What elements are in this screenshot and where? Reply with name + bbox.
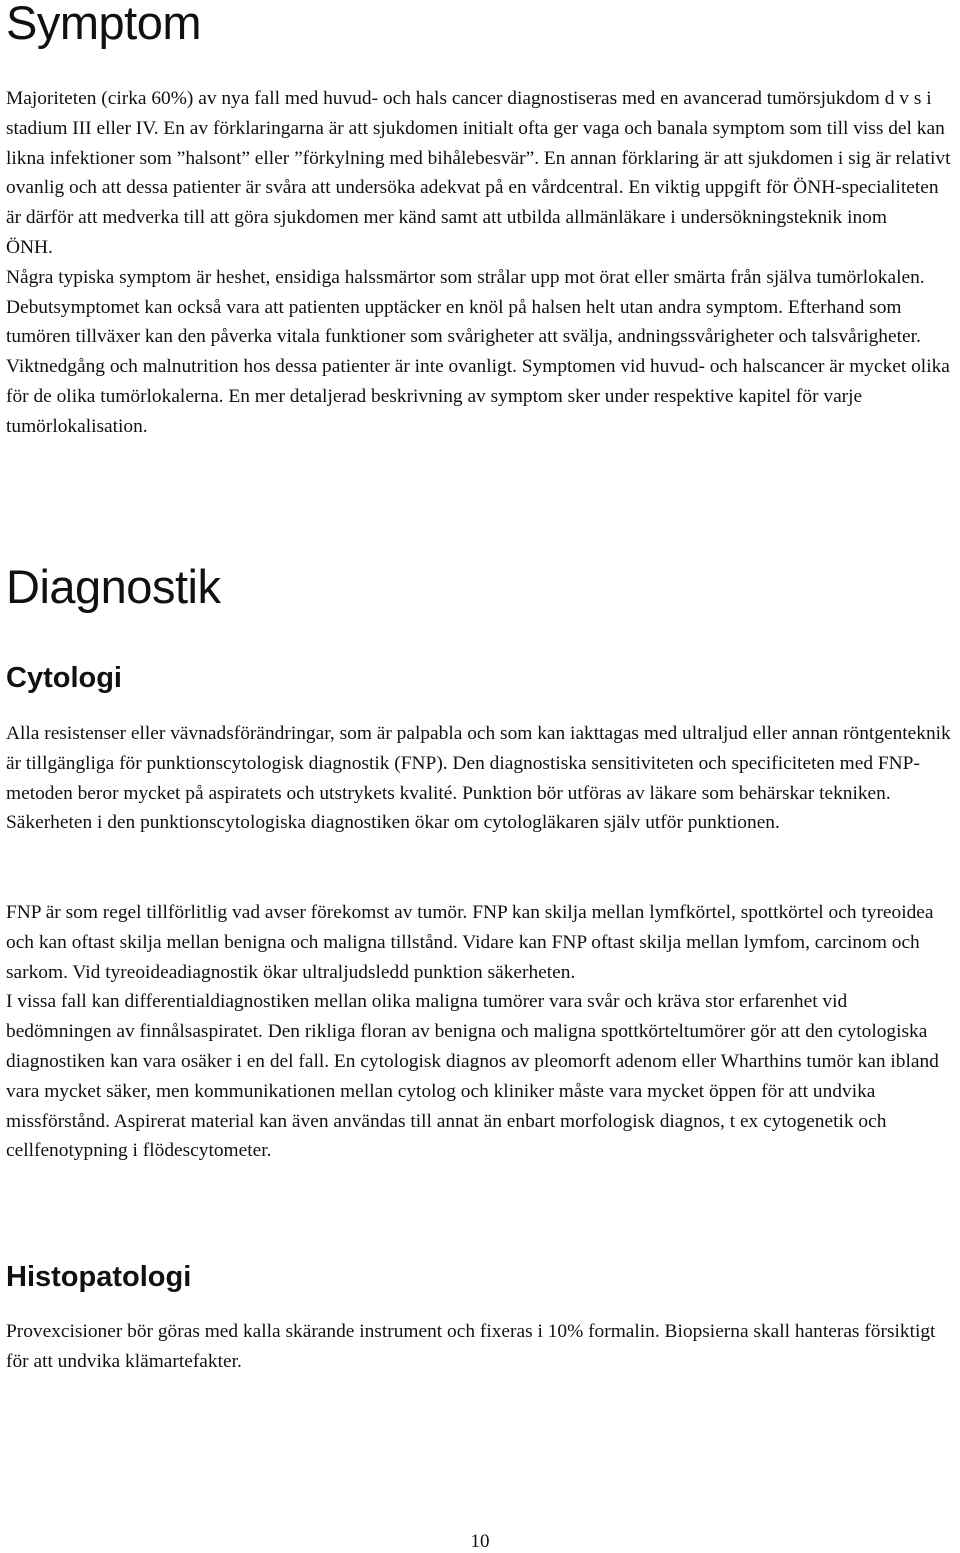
cytologi-text-fnp: FNP är som regel tillförlitlig vad avser förekomst av tumör. FNP kan skilja mellan lymfkörtel, spottkörtel och tyreoidea och kan oftast skilja mellan benigna och maligna tillstånd. Vidare kan FNP oftast skilja mellan lymfom, carcinom och sarkom. Vid tyreoideadiagnostik ökar ultraljudsledd punktion säkerheten. bbox=[6, 902, 934, 983]
paragraph-cytologi-2 bbox=[6, 898, 954, 1166]
paragraph-histopatologi: Provexcisioner bör göras med kalla skärande instrument och fixeras i 10% formalin. Biopsierna skall hanteras försiktigt för att undvika klämartefakter. bbox=[6, 1321, 936, 1372]
heading-diagnostik: Diagnostik bbox=[6, 560, 221, 613]
symptom-text-part-1: Majoriteten (cirka 60%) av nya fall med huvud- och hals cancer diagnostiseras med en avancerad tumörsjukdom d v s i stadium III eller IV. En av förklaringarna är att sjukdomen initialt ofta ger vaga och banala symptom som till viss del kan likna infektioner som ”halsont” eller ”förkylning med bihålebesvär”. En annan förklaring är att sjukdomen i sig är relativt ovanlig och att dessa patienter är svåra att undersöka adekvat på en vårdcentral. En viktig uppgift för ÖNH-specialiteten är därför att medverka till att göra sjukdomen mer känd samt att utbilda allmänläkare i undersökningsteknik inom bbox=[6, 88, 951, 229]
heading-symptom: Symptom bbox=[6, 0, 201, 49]
symptom-text-part-3: Några typiska symptom är heshet, ensidiga halssmärtor som strålar upp mot örat eller smärta från själva tumörlokalen. Debutsymptomet kan också vara att patienten upptäcker en knöl på halsen helt utan andra symptom. Efterhand som tumören tillväxer kan den påverka vitala funktioner som svårigheter att svälja, andningssvårigheter och talsvårigheter. Viktnedgång och malnutrition hos dessa patienter är inte ovanligt. Symptomen vid huvud- och halscancer är mycket olika för de olika tumörlokalerna. En mer detaljerad beskrivning av symptom sker under respektive kapitel för varje tumörlokalisation. bbox=[6, 266, 950, 437]
paragraph-symptom bbox=[6, 84, 954, 442]
page-number: 10 bbox=[470, 1531, 490, 1552]
cytologi-text-differential: I vissa fall kan differentialdiagnostiken mellan olika maligna tumörer vara svår och kräva stor erfarenhet vid bedömningen av finnålsaspiratet. Den rikliga floran av benigna och maligna spottkörteltumörer gör att den cytologiska diagnostiken kan vara osäker i en del fall. En cytologisk diagnos av pleomorft adenom eller Wharthins tumör kan ibland vara mycket säker, men kommunikationen mellan cytolog och kliniker måste vara mycket öppen för att undvika missförstånd. Aspirerat material kan även användas till annat än enbart morfologisk diagnos, t ex cytogenetik och cellfenotypning i flödescytometer. bbox=[6, 991, 939, 1162]
paragraph-cytologi-1: Alla resistenser eller vävnadsförändringar, som är palpabla och som kan iakttagas med ultraljud eller annan röntgenteknik är tillgängliga för punktionscytologisk diagnostik (FNP). Den diagnostiska sensitiviteten och specificiteten med FNP-metoden beror mycket på aspiratets och utstrykets kvalité. Punktion bör utföras av läkare som behärskar tekniken. Säkerheten i den punktionscytologiska diagnostiken ökar om cytologläkaren själv utför punktionen. bbox=[6, 723, 951, 834]
symptom-text-part-2: ÖNH. bbox=[6, 236, 53, 258]
heading-cytologi: Cytologi bbox=[6, 662, 122, 694]
heading-histopatologi: Histopatologi bbox=[6, 1261, 192, 1293]
